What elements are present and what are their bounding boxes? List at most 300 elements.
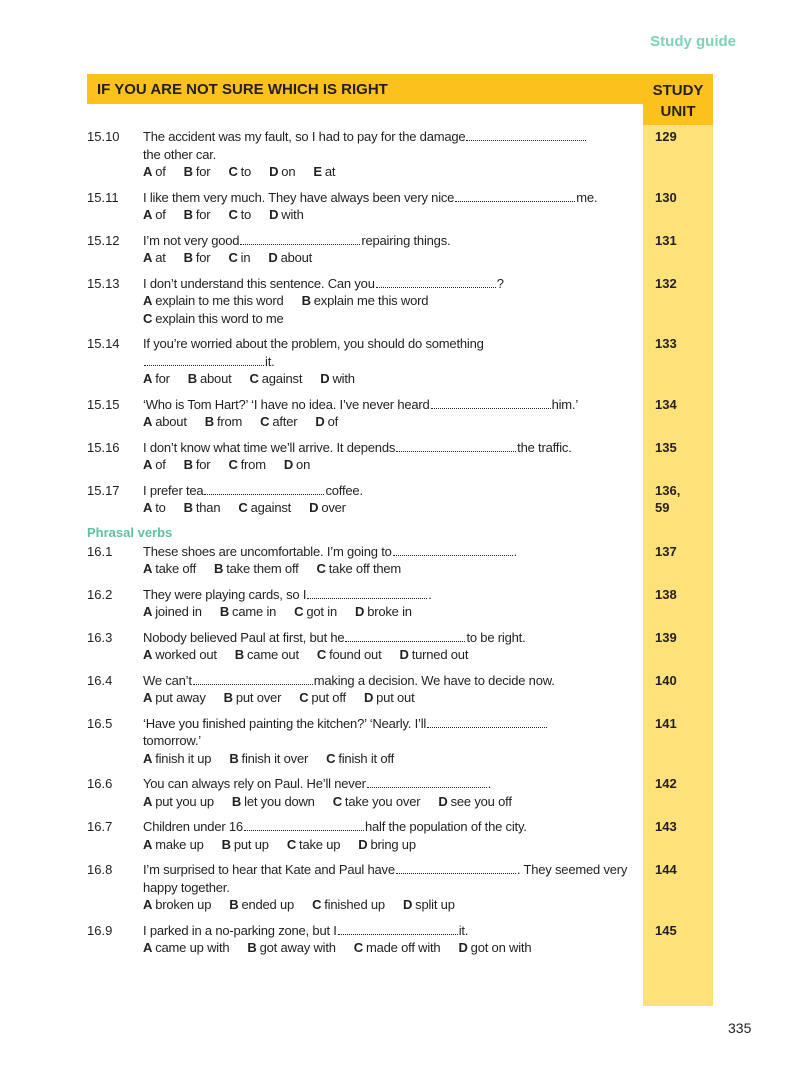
option-letter: C	[316, 647, 327, 662]
question-body	[143, 922, 647, 957]
option-text: split up	[415, 897, 455, 912]
option-letter: B	[183, 457, 193, 472]
options-row	[143, 560, 647, 578]
answer-option	[403, 896, 455, 914]
option-letter: B	[183, 250, 193, 265]
option-letter: A	[143, 414, 153, 429]
option-letter: B	[223, 690, 233, 705]
answer-option	[326, 750, 394, 768]
option-text: came out	[247, 647, 299, 662]
option-text: make up	[155, 836, 204, 852]
answer-blank	[431, 400, 551, 409]
answer-blank	[240, 236, 360, 245]
question-number: 16.2	[87, 586, 113, 602]
answer-option	[184, 206, 211, 224]
options-row	[143, 896, 647, 914]
answer-blank	[338, 926, 458, 935]
option-letter: A	[143, 690, 153, 705]
question-text: They were playing cards, so I .	[143, 586, 432, 602]
options-row	[143, 646, 647, 664]
option-text: put you up	[155, 793, 214, 809]
options-row	[143, 370, 647, 388]
answer-option	[309, 499, 346, 517]
option-letter: D	[354, 604, 365, 619]
answer-option	[269, 163, 295, 181]
option-text: made off with	[365, 940, 441, 955]
answer-option	[143, 646, 217, 664]
option-text: worked out	[155, 647, 217, 662]
study-unit-ref: 143	[655, 819, 677, 834]
question-body	[143, 128, 647, 181]
option-text: got on with	[470, 940, 532, 955]
answer-option	[358, 836, 416, 854]
option-text: from	[240, 457, 266, 472]
options-row	[143, 310, 647, 328]
option-text: on	[281, 164, 296, 179]
option-text: in	[240, 250, 251, 265]
question-body	[143, 715, 647, 768]
answer-option	[143, 163, 166, 181]
question-body	[143, 672, 647, 707]
question-item	[87, 335, 677, 388]
option-text: finish it off	[338, 750, 395, 766]
options-row	[143, 750, 647, 768]
answer-blank	[427, 719, 547, 728]
option-letter: D	[402, 897, 413, 912]
question-number: 16.3	[87, 629, 113, 645]
question-body	[143, 818, 647, 853]
option-letter: A	[143, 604, 153, 619]
answer-option	[222, 836, 269, 854]
option-text: got in	[306, 604, 337, 619]
answer-option	[269, 206, 304, 224]
option-text: turned out	[411, 647, 469, 662]
option-text: found out	[329, 647, 382, 662]
option-text: put off	[311, 690, 346, 705]
option-text: broke in	[367, 604, 412, 619]
answer-option	[214, 560, 299, 578]
answer-option	[312, 896, 385, 914]
option-text: finish it up	[155, 750, 212, 766]
option-letter: D	[320, 371, 330, 386]
option-text: of	[155, 164, 166, 179]
option-text: explain this word to me	[155, 310, 284, 326]
option-text: explain to me this word	[155, 293, 284, 308]
option-letter: A	[143, 207, 153, 222]
option-letter: C	[353, 940, 363, 955]
study-guide-label: Study guide	[650, 33, 736, 50]
answer-option	[260, 413, 297, 431]
question-item	[87, 232, 677, 267]
answer-option	[184, 249, 211, 267]
question-item	[87, 128, 677, 181]
question-item	[87, 861, 677, 914]
question-number: 16.4	[87, 672, 113, 688]
question-text: I don’t understand this sentence. Can you ?	[143, 275, 504, 291]
question-number: 15.14	[87, 336, 120, 351]
answer-option	[250, 370, 303, 388]
answer-option	[143, 310, 284, 328]
study-unit-ref: 136, 59	[655, 482, 681, 515]
option-text: take off	[155, 561, 197, 576]
question-number: 15.11	[87, 189, 119, 205]
option-text: finish it over	[241, 750, 309, 766]
options-row	[143, 292, 647, 310]
option-letter: B	[234, 647, 244, 662]
option-text: after	[272, 414, 298, 429]
option-letter: A	[143, 561, 153, 576]
question-item	[87, 275, 677, 328]
answer-option	[400, 646, 469, 664]
question-item	[87, 543, 677, 578]
answer-option	[143, 249, 166, 267]
answer-option	[143, 896, 211, 914]
option-letter: A	[143, 793, 153, 809]
option-text: for	[195, 164, 211, 179]
answer-option	[143, 413, 187, 431]
option-letter: B	[204, 414, 214, 429]
question-text: I parked in a no-parking zone, but I it.	[143, 922, 469, 938]
option-text: to	[155, 500, 166, 515]
question-item	[87, 715, 677, 768]
question-number: 15.12	[87, 232, 120, 248]
option-letter: D	[399, 647, 409, 662]
option-letter: D	[438, 793, 448, 809]
option-letter: B	[183, 207, 193, 222]
answer-blank	[244, 822, 364, 831]
answer-blank	[393, 547, 513, 556]
option-letter: A	[143, 371, 153, 386]
option-text: put out	[376, 690, 415, 705]
answer-option	[294, 603, 337, 621]
options-row	[143, 939, 647, 957]
answer-option	[143, 292, 284, 310]
question-text: it.	[143, 353, 647, 371]
question-number: 15.17	[87, 482, 120, 498]
option-text: to	[240, 164, 252, 179]
option-letter: D	[269, 207, 279, 222]
answer-blank	[367, 779, 487, 788]
option-letter: A	[143, 897, 153, 912]
header-unit-line2: UNIT	[660, 103, 696, 120]
option-letter: A	[143, 647, 153, 662]
answer-blank	[376, 279, 496, 288]
study-unit-ref: 132	[655, 275, 677, 291]
answer-option	[143, 206, 166, 224]
option-text: to	[240, 207, 252, 222]
option-letter: C	[238, 500, 248, 515]
page-number: 335	[728, 1020, 752, 1036]
options-row	[143, 163, 647, 181]
option-letter: D	[458, 940, 468, 955]
question-text: I’m not very good repairing things.	[143, 232, 451, 248]
option-letter: C	[260, 414, 270, 429]
answer-blank	[396, 865, 516, 874]
study-unit-ref: 131	[655, 232, 677, 248]
answer-option	[184, 163, 211, 181]
question-list	[87, 128, 681, 965]
header-study-unit	[643, 80, 713, 122]
question-text: These shoes are uncomfortable. I’m going to .	[143, 543, 518, 559]
answer-blank	[144, 357, 264, 366]
question-text: Children under 16 half the population of the city.	[143, 819, 527, 834]
question-number: 15.13	[87, 275, 120, 291]
study-unit-ref: 130	[655, 189, 677, 205]
question-item	[87, 818, 677, 853]
option-text: got away with	[259, 940, 336, 955]
answer-option	[247, 939, 335, 957]
answer-option	[354, 939, 441, 957]
option-letter: B	[247, 940, 257, 955]
answer-option	[302, 292, 429, 310]
question-text: The accident was my fault, so I had to pay for the damage	[143, 128, 647, 146]
question-text: ‘Who is Tom Hart?’ ‘I have no idea. I’ve never heard him.’	[143, 396, 579, 412]
option-text: than	[195, 500, 221, 515]
question-body	[143, 232, 647, 267]
option-text: for	[195, 250, 211, 265]
option-letter: E	[313, 164, 322, 179]
option-letter: C	[312, 897, 322, 912]
answer-option	[284, 456, 310, 474]
answer-option	[143, 603, 202, 621]
answer-option	[143, 370, 170, 388]
option-letter: A	[143, 293, 153, 308]
option-text: put up	[233, 836, 269, 852]
question-item	[87, 189, 677, 224]
answer-option	[315, 413, 338, 431]
study-unit-ref: 145	[655, 922, 677, 938]
study-unit-ref: 137	[655, 543, 677, 559]
option-text: bring up	[370, 836, 416, 852]
option-letter: B	[183, 164, 193, 179]
question-number: 16.6	[87, 776, 113, 791]
answer-option	[143, 836, 204, 854]
question-item	[87, 629, 677, 664]
question-text: I don’t know what time we’ll arrive. It depends the traffic.	[143, 439, 572, 455]
question-text: tomorrow.’	[143, 733, 201, 748]
question-body	[143, 629, 647, 664]
question-number: 15.15	[87, 396, 120, 412]
answer-option	[313, 163, 335, 181]
option-letter: B	[214, 561, 224, 576]
options-row	[143, 689, 647, 707]
option-text: at	[155, 250, 166, 265]
option-text: against	[261, 371, 303, 386]
answer-option	[438, 793, 511, 811]
option-letter: D	[315, 414, 325, 429]
option-text: take them off	[226, 561, 299, 576]
answer-option	[317, 646, 382, 664]
option-text: take off them	[328, 561, 402, 576]
question-number: 16.5	[87, 715, 113, 731]
answer-option	[228, 206, 251, 224]
option-letter: D	[269, 164, 279, 179]
option-letter: D	[268, 250, 278, 265]
option-text: of	[327, 414, 339, 429]
study-unit-ref: 139	[655, 629, 677, 645]
study-unit-ref: 138	[655, 586, 677, 602]
option-text: for	[195, 207, 211, 222]
option-letter: C	[326, 750, 336, 766]
option-letter: C	[294, 604, 304, 619]
option-letter: C	[316, 561, 326, 576]
question-number: 15.16	[87, 439, 120, 455]
options-row	[143, 603, 647, 621]
question-text: We can’t making a decision. We have to decide now.	[143, 672, 555, 688]
option-text: over	[321, 500, 346, 515]
answer-option	[143, 689, 206, 707]
study-unit-ref: 140	[655, 672, 677, 688]
option-letter: A	[143, 500, 153, 515]
option-letter: C	[228, 164, 238, 179]
option-letter: B	[219, 604, 230, 619]
option-letter: C	[228, 207, 238, 222]
answer-option	[228, 456, 265, 474]
options-row	[143, 836, 647, 854]
option-text: about	[199, 371, 232, 386]
option-letter: C	[228, 457, 238, 472]
option-text: on	[296, 457, 311, 472]
option-text: with	[281, 207, 304, 222]
header-title: IF YOU ARE NOT SURE WHICH IS RIGHT	[97, 81, 388, 98]
option-letter: C	[143, 310, 153, 326]
answer-blank	[396, 443, 516, 452]
option-letter: D	[358, 836, 368, 852]
option-letter: B	[231, 793, 242, 809]
answer-option	[228, 249, 250, 267]
answer-option	[229, 896, 294, 914]
answer-option	[143, 456, 166, 474]
study-unit-ref: 133	[655, 336, 677, 351]
question-text: I’m surprised to hear that Kate and Paul have . They seemed very	[143, 862, 628, 877]
study-unit-ref: 135	[655, 439, 677, 455]
question-item	[87, 672, 677, 707]
study-unit-ref: 134	[655, 396, 677, 412]
answer-option	[224, 689, 282, 707]
option-letter: B	[187, 371, 197, 386]
question-number: 16.7	[87, 819, 113, 834]
answer-blank	[455, 193, 575, 202]
question-body	[143, 586, 647, 621]
question-text: You can always rely on Paul. He’ll never .	[143, 776, 492, 791]
question-body	[143, 775, 647, 810]
question-number: 16.9	[87, 922, 113, 938]
answer-option	[299, 689, 346, 707]
option-text: ended up	[241, 897, 295, 912]
question-text: happy together.	[143, 879, 230, 895]
option-letter: D	[363, 690, 374, 705]
question-text: I like them very much. They have always been very nice me.	[143, 189, 598, 205]
option-text: for	[195, 457, 211, 472]
answer-option	[184, 499, 221, 517]
question-number: 16.8	[87, 862, 113, 877]
option-letter: A	[143, 250, 153, 265]
question-text: the other car.	[143, 146, 217, 162]
option-text: broken up	[155, 897, 212, 912]
answer-option	[229, 750, 308, 768]
question-body	[143, 861, 647, 914]
question-item	[87, 922, 677, 957]
option-text: see you off	[450, 793, 512, 809]
option-text: for	[155, 371, 170, 386]
option-text: joined in	[155, 604, 202, 619]
answer-option	[238, 499, 291, 517]
answer-option	[220, 603, 276, 621]
option-text: at	[324, 164, 336, 179]
option-text: let you down	[244, 793, 315, 809]
question-body	[143, 396, 647, 431]
answer-option	[143, 499, 166, 517]
option-letter: A	[143, 836, 153, 852]
answer-option	[143, 939, 229, 957]
options-row	[143, 206, 647, 224]
options-row	[143, 793, 647, 811]
answer-option	[287, 836, 340, 854]
question-body	[143, 275, 647, 328]
question-item	[87, 482, 681, 517]
answer-option	[205, 413, 242, 431]
question-body	[143, 335, 647, 388]
question-body	[143, 439, 647, 474]
question-text: I prefer tea coffee.	[143, 482, 363, 498]
option-letter: C	[332, 793, 342, 809]
study-unit-column	[643, 74, 713, 1006]
answer-option	[364, 689, 415, 707]
question-text: ‘Have you finished painting the kitchen?’ ‘Nearly. I’ll	[143, 715, 647, 733]
option-text: against	[250, 500, 292, 515]
study-unit-ref: 141	[655, 715, 677, 731]
option-letter: B	[229, 750, 239, 766]
answer-option	[317, 560, 402, 578]
answer-blank	[345, 633, 465, 642]
option-letter: C	[299, 690, 309, 705]
option-letter: D	[283, 457, 294, 472]
answer-option	[228, 163, 251, 181]
question-number: 16.1	[87, 543, 113, 559]
option-text: came up with	[155, 940, 230, 955]
header-unit-line1: STUDY	[652, 82, 704, 99]
option-letter: A	[143, 940, 153, 955]
question-item	[87, 586, 677, 621]
question-body	[143, 189, 647, 224]
option-letter: C	[249, 371, 259, 386]
answer-option	[143, 793, 214, 811]
option-text: of	[155, 207, 166, 222]
option-text: put over	[235, 690, 282, 705]
question-item	[87, 396, 677, 431]
option-text: about	[280, 250, 313, 265]
option-letter: B	[229, 897, 239, 912]
question-number: 15.10	[87, 129, 120, 144]
option-letter: C	[228, 250, 238, 265]
answer-option	[232, 793, 315, 811]
answer-option	[268, 249, 312, 267]
answer-option	[184, 456, 211, 474]
answer-option	[188, 370, 232, 388]
option-letter: A	[143, 750, 153, 766]
answer-option	[355, 603, 412, 621]
options-row	[143, 413, 647, 431]
answer-option	[333, 793, 421, 811]
option-text: about	[155, 414, 187, 429]
question-text: If you’re worried about the problem, you should do something	[143, 336, 484, 351]
question-body	[143, 482, 647, 517]
answer-option	[235, 646, 299, 664]
option-text: from	[216, 414, 243, 429]
option-letter: A	[143, 164, 153, 179]
option-text: put away	[155, 690, 206, 705]
question-text: Nobody believed Paul at first, but he to be right.	[143, 629, 526, 645]
